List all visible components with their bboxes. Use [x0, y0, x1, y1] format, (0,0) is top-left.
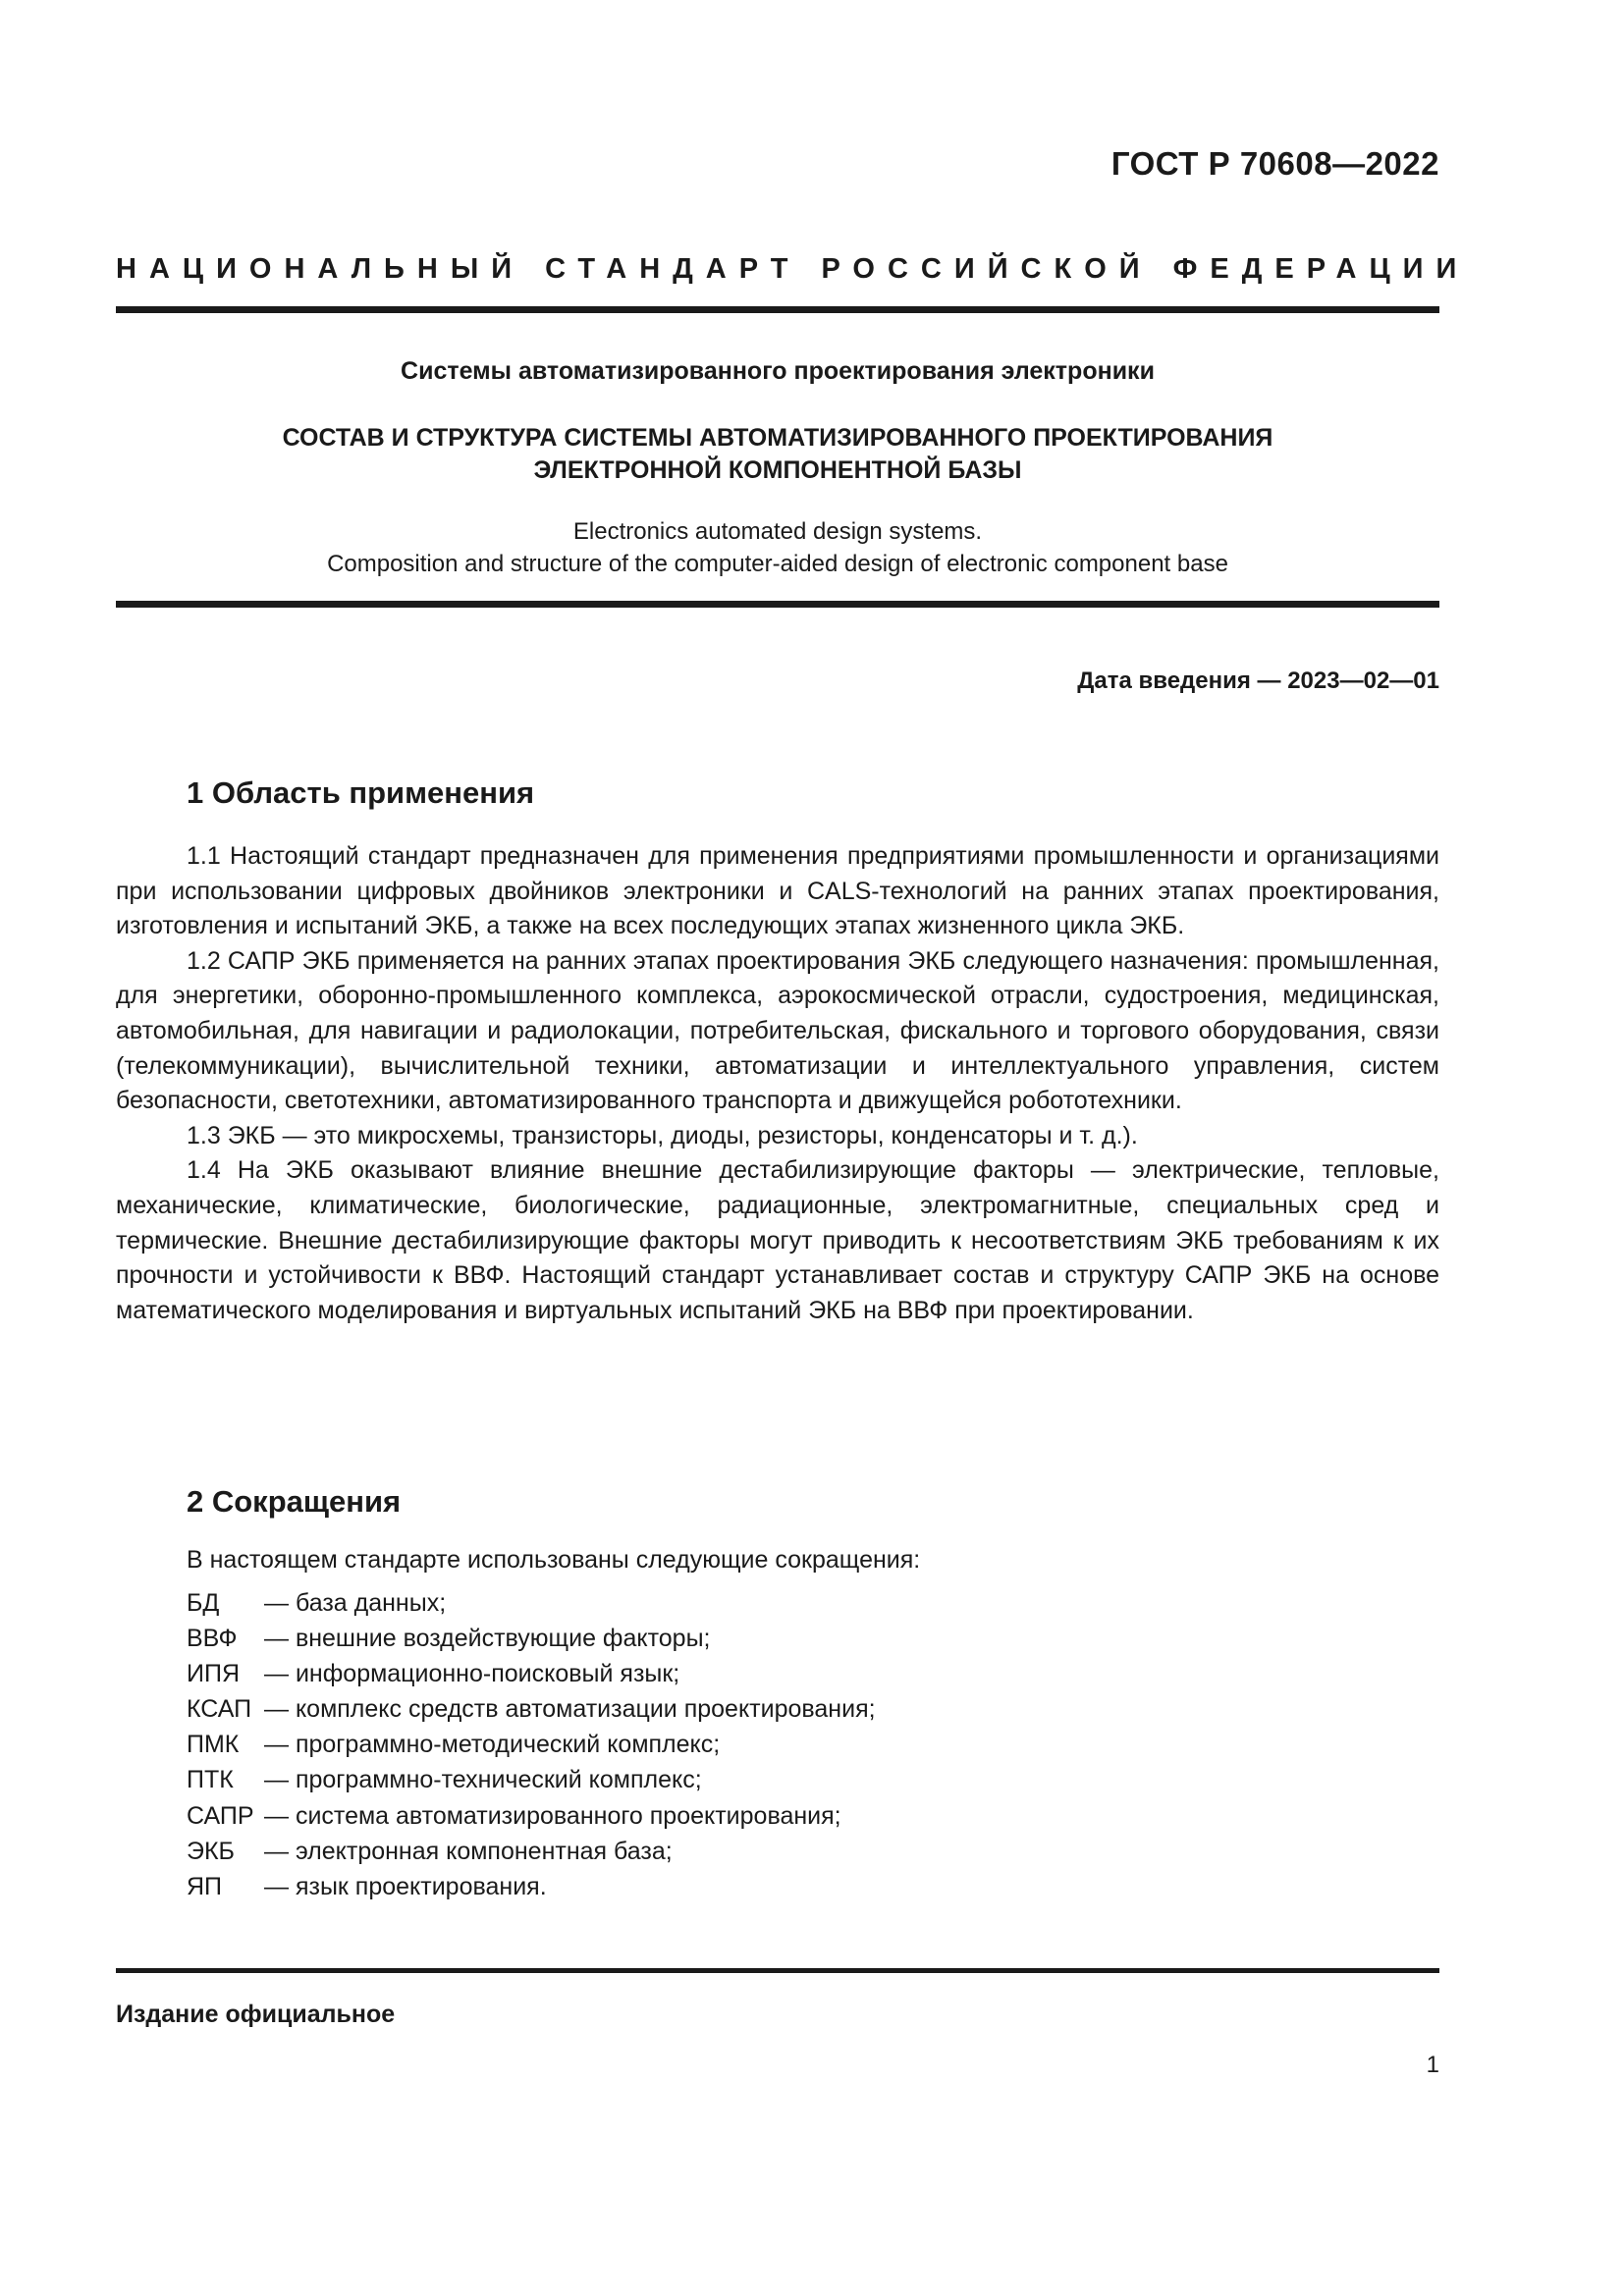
abbreviation-row	[187, 1727, 721, 1762]
abbreviation-term: ПТК	[187, 1766, 234, 1794]
abbreviation-row	[187, 1585, 447, 1621]
abbreviation-row	[187, 1869, 547, 1904]
footer-divider	[116, 1968, 1439, 1973]
abbreviation-term: ПМК	[187, 1731, 240, 1759]
national-standard-label: НАЦИОНАЛЬНЫЙ СТАНДАРТ РОССИЙСКОЙ ФЕДЕРАЦИИ	[116, 253, 1470, 285]
abbreviations-intro: В настоящем стандарте использованы следующие сокращения:	[187, 1546, 921, 1574]
abbreviation-definition: — информационно-поисковый язык;	[264, 1660, 680, 1688]
abbreviation-term: ЯП	[187, 1872, 223, 1900]
document-title	[116, 422, 1439, 487]
abbreviation-row	[187, 1621, 711, 1656]
abbreviation-row	[187, 1834, 673, 1869]
document-title-line-2: ЭЛЕКТРОННОЙ КОМПОНЕНТНОЙ БАЗЫ	[533, 456, 1022, 484]
document-title-english-line-2: Composition and structure of the computer-aided design of electronic component base	[327, 551, 1228, 577]
abbreviation-definition: — электронная компонентная база;	[264, 1837, 673, 1865]
document-title-line-1: СОСТАВ И СТРУКТУРА СИСТЕМЫ АВТОМАТИЗИРОВАННОГО ПРОЕКТИРОВАНИЯ	[282, 424, 1273, 452]
abbreviation-row	[187, 1798, 841, 1834]
abbreviation-term: КСАП	[187, 1695, 252, 1724]
abbreviation-definition: — комплекс средств автоматизации проектирования;	[264, 1695, 876, 1724]
document-title-english	[116, 515, 1439, 580]
top-divider	[116, 306, 1439, 313]
section-2-heading: 2 Сокращения	[187, 1484, 402, 1519]
section-1-body	[116, 839, 1439, 1328]
edition-label: Издание официальное	[116, 2001, 396, 2028]
page-number: 1	[1426, 2052, 1439, 2078]
abbreviation-definition: — система автоматизированного проектирования;	[264, 1801, 841, 1830]
document-subtitle: Системы автоматизированного проектирования электроники	[401, 357, 1155, 385]
paragraph-1-2: 1.2 САПР ЭКБ применяется на ранних этапах проектирования ЭКБ следующего назначения: промышленная, для энергетики, оборонно-промышленного комплекса, аэрокосмической отрасли, судостроения, медицинская, автомобильная, для навигации и радиолокации, потребительская, фискального и торгового оборудования, связи (телекоммуникации), вычислительной техники, автоматизации и интеллектуального управления, систем безопасности, светотехники, автоматизированного транспорта и движущейся робототехники.	[116, 946, 1439, 1115]
document-number: ГОСТ Р 70608—2022	[1110, 145, 1439, 182]
abbreviations-list	[187, 1585, 876, 1904]
abbreviation-definition: — база данных;	[264, 1589, 447, 1617]
abbreviation-row	[187, 1656, 680, 1691]
title-divider	[116, 601, 1439, 608]
document-title-english-line-1: Electronics automated design systems.	[572, 518, 983, 545]
abbreviation-definition: — язык проектирования.	[264, 1872, 547, 1900]
abbreviation-row	[187, 1762, 702, 1797]
paragraph-1-4: 1.4 На ЭКБ оказывают влияние внешние дестабилизирующие факторы — электрические, тепловые, механические, климатические, биологические, радиационные, электромагнитные, специальных сред и термические. Внешние дестабилизирующие факторы могут приводить к несоответствиям ЭКБ требованиям к их прочности и устойчивости к ВВФ. Настоящий стандарт устанавливает состав и структуру САПР ЭКБ на основе математического моделирования и виртуальных испытаний ЭКБ на ВВФ при проектировании.	[116, 1156, 1439, 1324]
abbreviation-term: ЭКБ	[187, 1837, 235, 1865]
paragraph-1-3: 1.3 ЭКБ — это микросхемы, транзисторы, диоды, резисторы, конденсаторы и т. д.).	[187, 1121, 1138, 1149]
abbreviation-definition: — программно-технический комплекс;	[264, 1766, 702, 1794]
section-1-heading: 1 Область применения	[187, 775, 535, 810]
paragraph-1-1: 1.1 Настоящий стандарт предназначен для применения предприятиями промышленности и организациями при использовании цифровых двойников электроники и CALS-технологий на ранних этапах проектирования, изготовления и испытаний ЭКБ, а также на всех последующих этапах жизненного цикла ЭКБ.	[116, 842, 1439, 940]
abbreviation-definition: — внешние воздействующие факторы;	[264, 1625, 711, 1653]
abbreviation-definition: — программно-методический комплекс;	[264, 1731, 721, 1759]
introduction-date: Дата введения — 2023—02—01	[1077, 667, 1439, 694]
abbreviation-term: САПР	[187, 1801, 254, 1830]
abbreviation-term: ВВФ	[187, 1625, 238, 1653]
abbreviation-row	[187, 1691, 876, 1727]
abbreviation-term: ИПЯ	[187, 1660, 240, 1688]
abbreviation-term: БД	[187, 1589, 220, 1617]
